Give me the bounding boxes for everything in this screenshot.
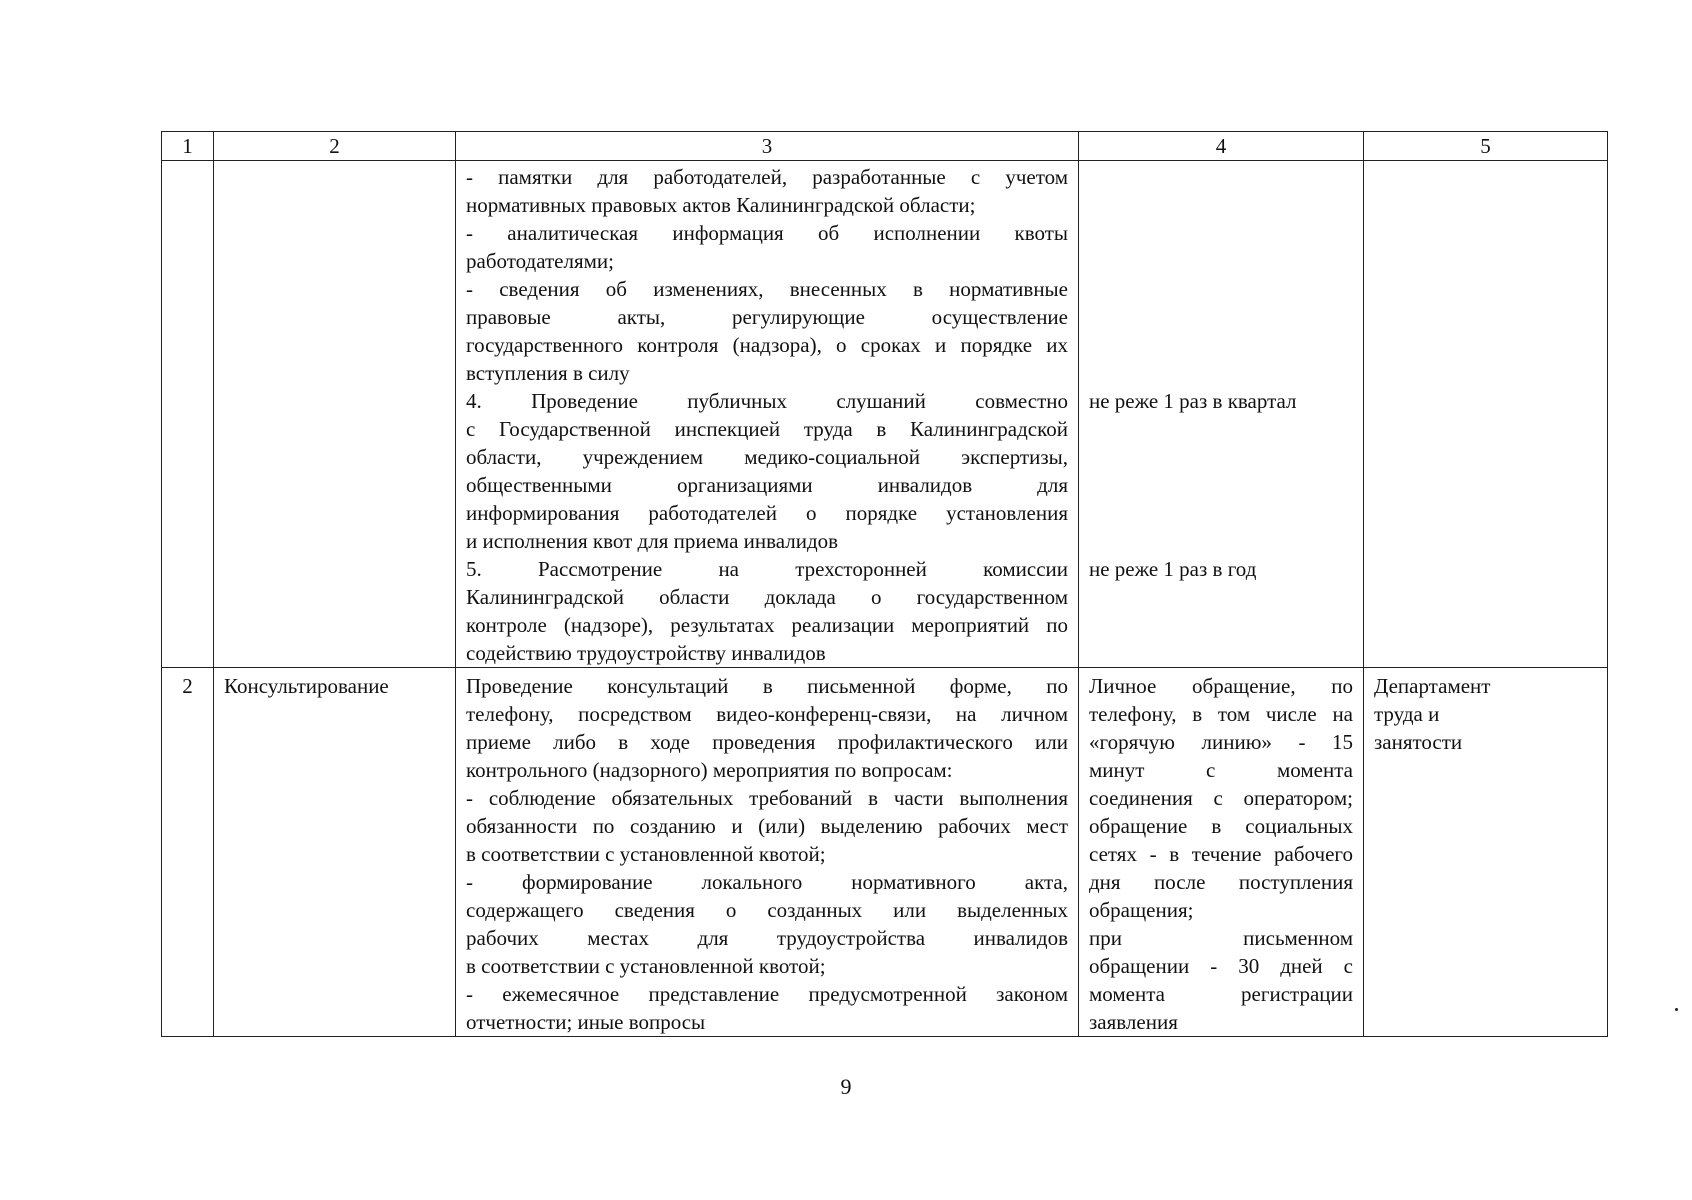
text-line: в соответствии с установленной квотой; — [466, 842, 826, 866]
text-line: дня после поступления — [1089, 870, 1353, 894]
cell-periodicity — [1079, 668, 1364, 1037]
cell-number — [162, 161, 214, 668]
text-line: занятости — [1374, 730, 1463, 754]
text-line: работодателями; — [466, 249, 614, 273]
text-line: обращении - 30 дней с — [1089, 954, 1353, 978]
text-line: в соответствии с установленной квотой; — [466, 954, 826, 978]
measures-table — [161, 131, 1608, 1037]
text-line: Проведение консультаций в письменной форме, по — [466, 674, 1068, 698]
table-row — [162, 161, 1608, 668]
cell-measures — [456, 668, 1079, 1037]
text-line: при письменном — [1089, 926, 1353, 950]
text-line: приеме либо в ходе проведения профилактического или — [466, 730, 1068, 754]
text-line: нормативных правовых актов Калининградской области; — [466, 193, 976, 217]
text-line: содержащего сведения о созданных или выделенных — [466, 898, 1068, 922]
header-col-1: 1 — [162, 132, 214, 161]
text-line: «горячую линию» - 15 — [1089, 730, 1353, 754]
text-line: обращение в социальных — [1089, 814, 1353, 838]
text-line: минут с момента — [1089, 758, 1353, 782]
text-line: информирования работодателей о порядке установления — [466, 501, 1068, 525]
header-col-3: 3 — [456, 132, 1079, 161]
text-line: - ежемесячное представление предусмотренной законом — [466, 982, 1068, 1006]
text-line: - соблюдение обязательных требований в части выполнения — [466, 786, 1068, 810]
periodicity-item-4: не реже 1 раз в квартал — [1089, 389, 1297, 413]
cell-name — [214, 161, 456, 668]
text-line: - аналитическая информация об исполнении квоты — [466, 221, 1068, 245]
text-line: - сведения об изменениях, внесенных в нормативные — [466, 277, 1068, 301]
text-line: контроле (надзоре), результатах реализации мероприятий по — [466, 613, 1068, 637]
header-row — [162, 132, 1608, 161]
row-number: 2 — [162, 668, 214, 1037]
text-line: заявления — [1089, 1010, 1178, 1034]
text-line: - памятки для работодателей, разработанные с учетом — [466, 165, 1068, 189]
text-line: телефону, посредством видео-конференц-связи, на личном — [466, 702, 1068, 726]
text-line: контрольного (надзорного) мероприятия по вопросам: — [466, 758, 953, 782]
text-line: - формирование локального нормативного акта, — [466, 870, 1068, 894]
row-name: Консультирование — [214, 668, 456, 1037]
text-line: с Государственной инспекцией труда в Калининградской — [466, 417, 1068, 441]
cell-responsible — [1364, 668, 1608, 1037]
scan-speck — [1675, 1008, 1678, 1011]
text-line: 4. Проведение публичных слушаний совместно — [466, 389, 1068, 413]
text-line: и исполнения квот для приема инвалидов — [466, 529, 839, 553]
text-line: Калининградской области доклада о государственном — [466, 585, 1068, 609]
text-line: сетях - в течение рабочего — [1089, 842, 1353, 866]
text-line: обязанности по созданию и (или) выделению рабочих мест — [466, 814, 1068, 838]
text-line: обращения; — [1089, 898, 1194, 922]
text-line: правовые акты, регулирующие осуществление — [466, 305, 1068, 329]
page-number: 9 — [840, 1074, 852, 1099]
text-line: содействию трудоустройству инвалидов — [466, 641, 826, 665]
cell-measures — [456, 161, 1079, 668]
text-line: рабочих местах для трудоустройства инвалидов — [466, 926, 1068, 950]
header-col-4: 4 — [1079, 132, 1364, 161]
text-line: соединения с оператором; — [1089, 786, 1353, 810]
text-line: момента регистрации — [1089, 982, 1353, 1006]
text-line: области, учреждением медико-социальной экспертизы, — [466, 445, 1068, 469]
text-line: отчетности; иные вопросы — [466, 1010, 706, 1034]
cell-periodicity — [1079, 161, 1364, 668]
text-line: телефону, в том числе на — [1089, 702, 1353, 726]
text-line: вступления в силу — [466, 361, 630, 385]
text-line: 5. Рассмотрение на трехсторонней комиссии — [466, 557, 1068, 581]
periodicity-item-5: не реже 1 раз в год — [1089, 557, 1257, 581]
table-row — [162, 668, 1608, 1037]
cell-responsible — [1364, 161, 1608, 668]
header-col-5: 5 — [1364, 132, 1608, 161]
text-line: труда и — [1374, 702, 1440, 726]
text-line: Личное обращение, по — [1089, 674, 1353, 698]
header-col-2: 2 — [214, 132, 456, 161]
text-line: общественными организациями инвалидов для — [466, 473, 1068, 497]
text-line: государственного контроля (надзора), о сроках и порядке их — [466, 333, 1068, 357]
text-line: Департамент — [1374, 674, 1491, 698]
